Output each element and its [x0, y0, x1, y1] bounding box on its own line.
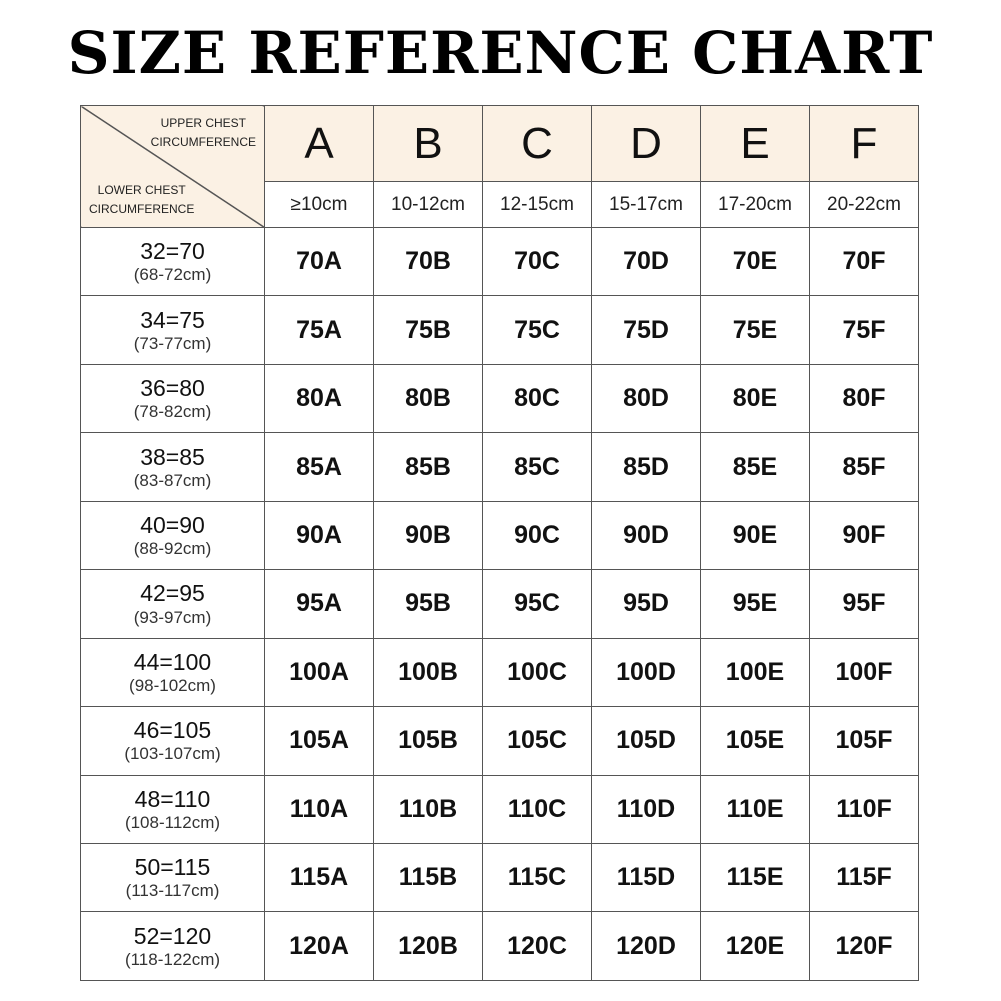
size-cell: 90C: [483, 501, 592, 569]
size-cell: 80E: [701, 364, 810, 432]
size-cell: 115B: [374, 843, 483, 911]
band-range-label: (103-107cm): [124, 744, 221, 764]
band-size-cell: [81, 775, 265, 843]
band-size-cell: [81, 912, 265, 980]
table-row: [81, 501, 919, 569]
size-cell: 100D: [592, 638, 701, 706]
size-cell: 110F: [810, 775, 919, 843]
size-cell: 95F: [810, 570, 919, 638]
table-row: [81, 364, 919, 432]
band-size-label: 46=105: [133, 717, 212, 744]
band-size-cell: [81, 296, 265, 364]
size-cell: 115A: [265, 843, 374, 911]
upper-chest-label: [151, 114, 256, 152]
band-range-label: (98-102cm): [129, 675, 216, 695]
cup-range-e: 17-20cm: [701, 182, 810, 228]
cup-letter-d: D: [592, 106, 701, 182]
band-size-label: 32=70: [140, 238, 205, 265]
size-cell: 100E: [701, 638, 810, 706]
band-size-label: 44=100: [133, 648, 212, 675]
size-cell: 105F: [810, 707, 919, 775]
table-row: [81, 570, 919, 638]
size-cell: 90F: [810, 501, 919, 569]
size-cell: 80B: [374, 364, 483, 432]
size-cell: 120C: [483, 912, 592, 980]
size-cell: 120E: [701, 912, 810, 980]
size-cell: 80D: [592, 364, 701, 432]
size-cell: 70D: [592, 228, 701, 296]
size-cell: 100C: [483, 638, 592, 706]
size-cell: 115F: [810, 843, 919, 911]
size-cell: 85B: [374, 433, 483, 501]
table-row: [81, 843, 919, 911]
band-size-cell: [81, 843, 265, 911]
band-size-label: 36=80: [140, 375, 205, 402]
cup-letter-row: [81, 106, 919, 182]
size-cell: 90B: [374, 501, 483, 569]
size-cell: 100B: [374, 638, 483, 706]
band-range-label: (68-72cm): [133, 265, 212, 285]
upper-chest-label-line1: UPPER CHEST: [160, 116, 246, 130]
band-size-label: 52=120: [133, 922, 212, 949]
cup-letter-a: A: [265, 106, 374, 182]
size-cell: 85D: [592, 433, 701, 501]
table-row: [81, 228, 919, 296]
cup-range-a: ≥10cm: [265, 182, 374, 228]
band-size-label: 38=85: [140, 443, 205, 470]
band-size-label: 42=95: [140, 580, 205, 607]
upper-chest-label-line2: CIRCUMFERENCE: [150, 135, 256, 149]
size-cell: 70E: [701, 228, 810, 296]
band-range-label: (73-77cm): [133, 333, 212, 353]
band-range-label: (88-92cm): [133, 539, 212, 559]
size-cell: 105A: [265, 707, 374, 775]
table-row: [81, 775, 919, 843]
size-cell: 85C: [483, 433, 592, 501]
band-size-cell: [81, 433, 265, 501]
size-cell: 85A: [265, 433, 374, 501]
size-cell: 80F: [810, 364, 919, 432]
band-size-label: 34=75: [140, 306, 205, 333]
table-row: [81, 433, 919, 501]
size-cell: 95B: [374, 570, 483, 638]
cup-letter-b: B: [374, 106, 483, 182]
band-size-cell: [81, 570, 265, 638]
band-range-label: (108-112cm): [124, 812, 221, 832]
band-size-cell: [81, 501, 265, 569]
table-row: [81, 296, 919, 364]
lower-chest-label-line2: CIRCUMFERENCE: [89, 202, 195, 216]
size-cell: 75E: [701, 296, 810, 364]
size-cell: 90A: [265, 501, 374, 569]
size-cell: 70C: [483, 228, 592, 296]
size-cell: 105E: [701, 707, 810, 775]
size-cell: 90E: [701, 501, 810, 569]
band-range-label: (93-97cm): [133, 607, 212, 627]
size-cell: 100A: [265, 638, 374, 706]
size-cell: 85E: [701, 433, 810, 501]
cup-range-f: 20-22cm: [810, 182, 919, 228]
size-cell: 80A: [265, 364, 374, 432]
size-cell: 110C: [483, 775, 592, 843]
size-cell: 110A: [265, 775, 374, 843]
band-range-label: (78-82cm): [133, 402, 212, 422]
size-cell: 75C: [483, 296, 592, 364]
cup-letter-c: C: [483, 106, 592, 182]
size-cell: 115C: [483, 843, 592, 911]
band-range-label: (118-122cm): [124, 949, 221, 969]
size-cell: 100F: [810, 638, 919, 706]
size-cell: 120F: [810, 912, 919, 980]
size-cell: 90D: [592, 501, 701, 569]
size-cell: 70B: [374, 228, 483, 296]
size-cell: 75A: [265, 296, 374, 364]
band-size-cell: [81, 638, 265, 706]
size-cell: 75B: [374, 296, 483, 364]
size-cell: 120A: [265, 912, 374, 980]
band-size-label: 48=110: [134, 785, 211, 812]
cup-range-d: 15-17cm: [592, 182, 701, 228]
size-cell: 120D: [592, 912, 701, 980]
size-cell: 70A: [265, 228, 374, 296]
size-cell: 95C: [483, 570, 592, 638]
page-title: SIZE REFERENCE CHART: [67, 19, 934, 87]
cup-letter-f: F: [810, 106, 919, 182]
band-size-cell: [81, 707, 265, 775]
band-range-label: (113-117cm): [125, 881, 220, 901]
table-row: [81, 707, 919, 775]
size-cell: 70F: [810, 228, 919, 296]
lower-chest-label-line1: LOWER CHEST: [97, 183, 186, 197]
table-row: [81, 912, 919, 980]
cup-range-c: 12-15cm: [483, 182, 592, 228]
size-cell: 110B: [374, 775, 483, 843]
band-size-cell: [81, 364, 265, 432]
band-range-label: (83-87cm): [133, 470, 212, 490]
size-cell: 105B: [374, 707, 483, 775]
size-cell: 85F: [810, 433, 919, 501]
band-size-cell: [81, 228, 265, 296]
size-cell: 95D: [592, 570, 701, 638]
size-cell: 105D: [592, 707, 701, 775]
size-cell: 75D: [592, 296, 701, 364]
band-size-label: 40=90: [140, 511, 205, 538]
size-cell: 120B: [374, 912, 483, 980]
cup-range-b: 10-12cm: [374, 182, 483, 228]
size-cell: 105C: [483, 707, 592, 775]
size-chart-table: [80, 105, 919, 981]
size-cell: 110E: [701, 775, 810, 843]
size-cell: 115E: [701, 843, 810, 911]
cup-letter-e: E: [701, 106, 810, 182]
corner-header-cell: [81, 106, 265, 228]
lower-chest-label: [89, 181, 194, 219]
size-cell: 80C: [483, 364, 592, 432]
size-cell: 95E: [701, 570, 810, 638]
size-cell: 95A: [265, 570, 374, 638]
size-cell: 75F: [810, 296, 919, 364]
size-cell: 115D: [592, 843, 701, 911]
band-size-label: 50=115: [134, 854, 211, 881]
table-row: [81, 638, 919, 706]
size-cell: 110D: [592, 775, 701, 843]
